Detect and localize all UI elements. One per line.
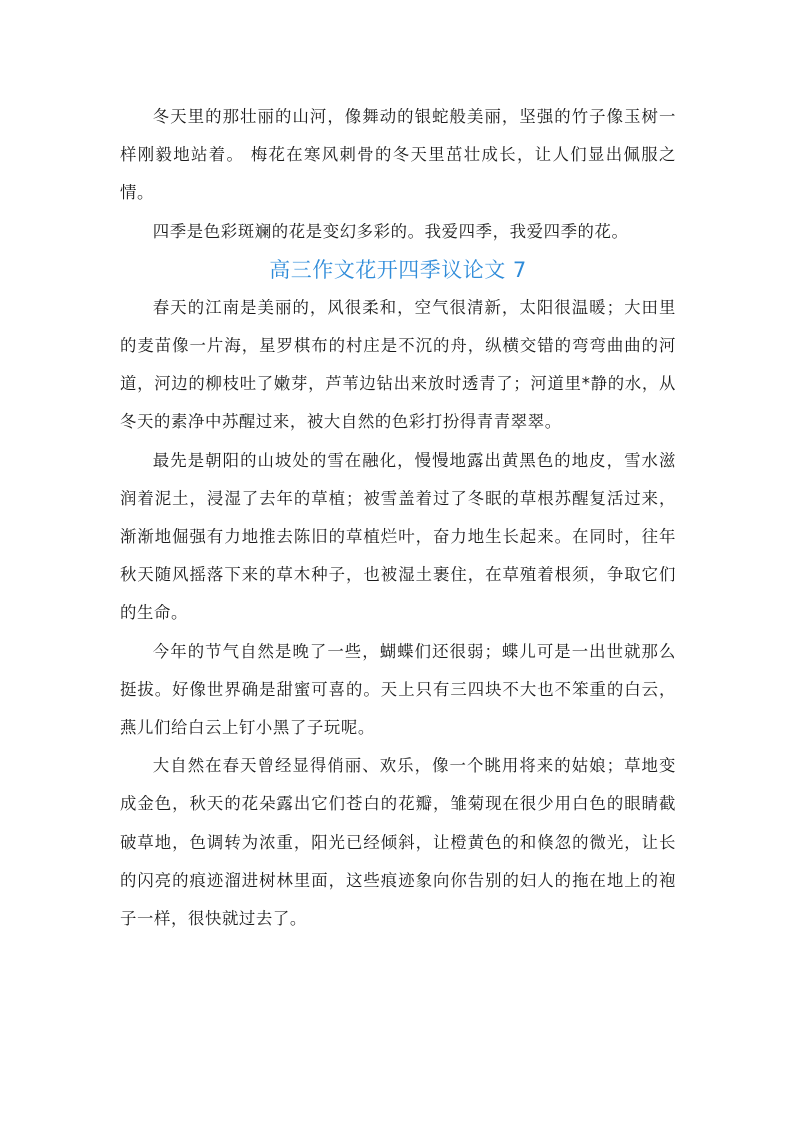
paragraph-snow-melting: 最先是朝阳的山坡处的雪在融化，慢慢地露出黄黑色的地皮，雪水滋润着泥土，浸湿了去年的草植；被雪盖着过了冬眠的草根苏醒复活过来，渐渐地倔强有力地推去陈旧的草植烂叶，奋力地生长起来。在同时，往年秋天随风摇落下来的草木种子，也被湿土裹住，在草殖着根须，争取它们的生命。: [120, 450, 676, 623]
paragraph-jiangnan-spring: 春天的江南是美丽的，风很柔和，空气很清新，太阳很温暖；大田里的麦苗像一片海，星罗棋布的村庄是不沉的舟，纵横交错的弯弯曲曲的河道，河边的柳枝吐了嫩芽，芦苇边钻出来放时透青了；河道里*静的水，从冬天的素净中苏醒过来，被大自然的色彩打扮得青青翠翠。: [120, 297, 676, 432]
document-body: [120, 98, 676, 938]
paragraph-nature-spring: 大自然在春天曾经显得俏丽、欢乐，像一个眺用将来的姑娘；草地变成金色，秋天的花朵露出它们苍白的花瓣，雏菊现在很少用白色的眼睛截破草地，色调转为浓重，阳光已经倾斜，让橙黄色的和倏忽的微光，让长的闪亮的痕迹溜进树林里面，这些痕迹象向你告别的妇人的拖在地上的袍子一样，很快就过去了。: [120, 756, 676, 929]
paragraph-four-seasons: 四季是色彩斑斓的花是变幻多彩的。我爱四季，我爱四季的花。: [152, 221, 629, 241]
paragraph-butterflies: 今年的节气自然是晚了一些，蝴蝶们还很弱；蝶儿可是一出世就那么挺拔。好像世界确是甜蜜可喜的。天上只有三四块不大也不笨重的白云，燕儿们给白云上钉小黑了子玩呢。: [120, 641, 676, 738]
section-heading: 高三作文花开四季议论文 7: [269, 257, 527, 282]
paragraph-winter: 冬天里的那壮丽的山河，像舞动的银蛇般美丽，坚强的竹子像玉树一样刚毅地站着。 梅花在寒风刺骨的冬天里茁壮成长，让人们显出佩服之情。: [120, 107, 676, 203]
